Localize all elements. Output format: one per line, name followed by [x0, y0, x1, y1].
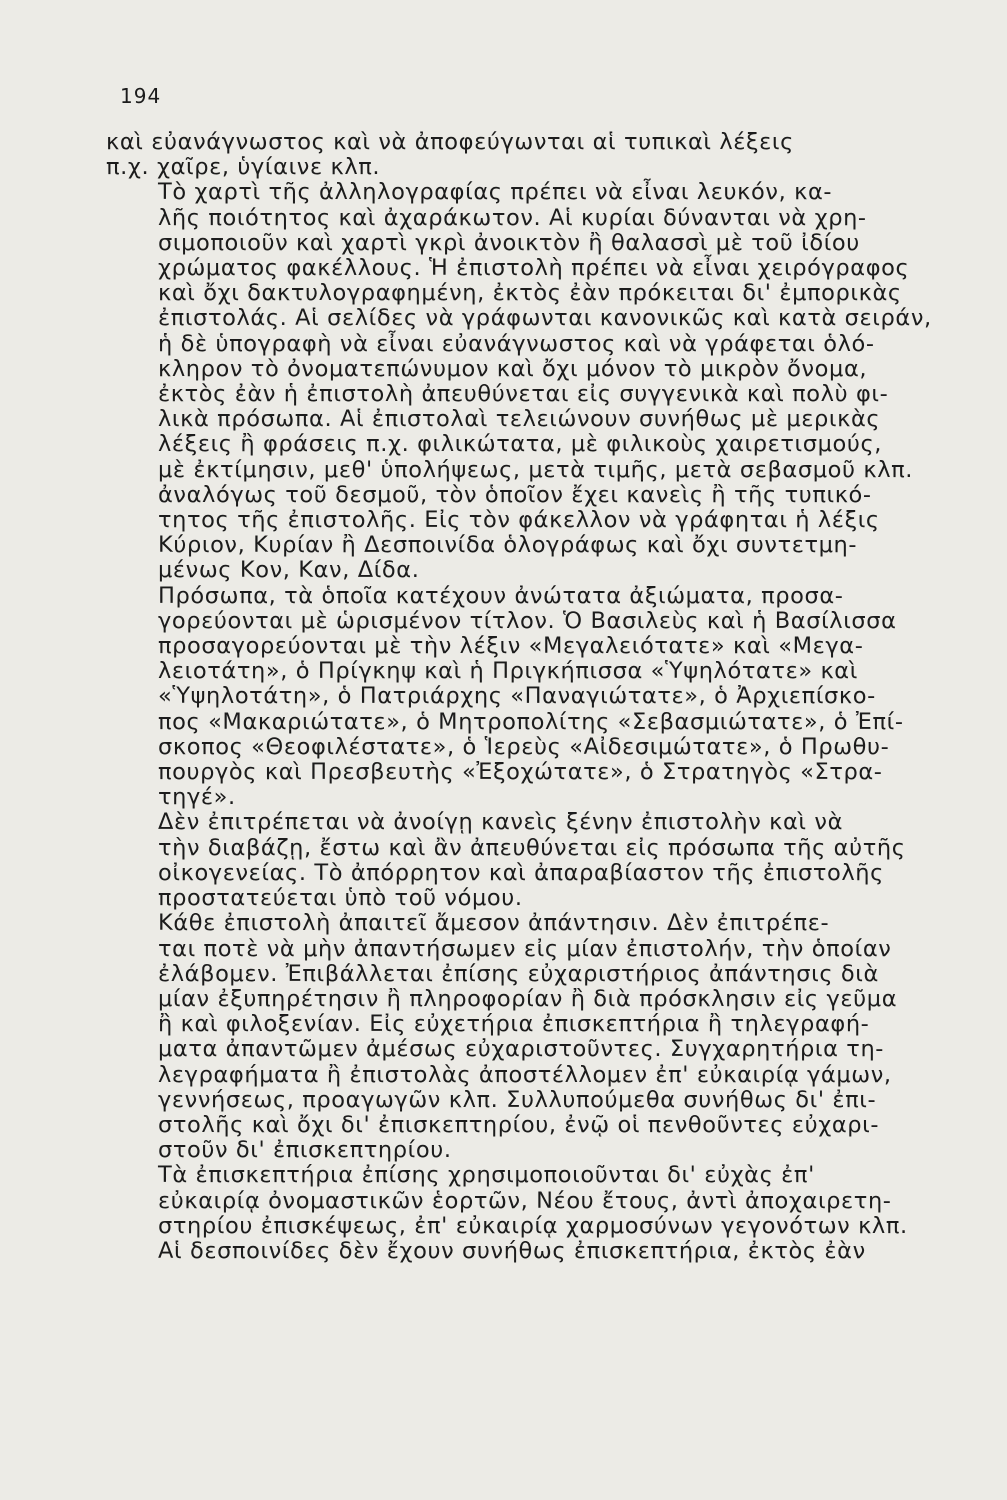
text-line: Αἱ δεσποινίδες δὲν ἔχουν συνήθως ἐπισκεπτήρια, ἐκτὸς ἐὰν [158, 1237, 866, 1264]
text-line: σιμοποιοῦν καὶ χαρτὶ γκρὶ ἀνοικτὸν ἢ θαλασσὶ μὲ τοῦ ἰδίου [158, 229, 860, 256]
text-line: στηρίου ἐπισκέψεως, ἐπ' εὐκαιρίᾳ χαρμοσύνων γεγονότων κλπ. [158, 1212, 908, 1239]
text-line: τὴν διαβάζῃ, ἔστω καὶ ἂν ἀπευθύνεται εἰς πρόσωπα τῆς αὐτῆς [158, 834, 906, 861]
paragraph [106, 1163, 916, 1264]
text-line: λεγραφήματα ἢ ἐπιστολὰς ἀποστέλλομεν ἐπ' εὐκαιρίᾳ γάμων, [158, 1061, 892, 1088]
text-line: π.χ. χαῖρε, ὑγίαινε κλπ. [106, 154, 381, 181]
text-line: Τὰ ἐπισκεπτήρια ἐπίσης χρησιμοποιοῦνται δι' εὐχὰς ἐπ' [158, 1162, 815, 1189]
text-line: μίαν ἐξυπηρέτησιν ἢ πληροφορίαν ἢ διὰ πρόσκλησιν εἰς γεῦμα [158, 985, 898, 1012]
text-line: λικὰ πρόσωπα. Αἱ ἐπιστολαὶ τελειώνουν συνήθως μὲ μερικὰς [158, 406, 881, 433]
text-line: προστατεύεται ὑπὸ τοῦ νόμου. [158, 885, 523, 912]
text-line: κληρον τὸ ὀνοματεπώνυμον καὶ ὄχι μόνον τὸ μικρὸν ὄνομα, [158, 355, 868, 382]
text-line: ἐκτὸς ἐὰν ἡ ἐπιστολὴ ἀπευθύνεται εἰς συγγενικὰ καὶ πολὺ φι- [158, 381, 889, 408]
text-line: Τὸ χαρτὶ τῆς ἀλληλογραφίας πρέπει νὰ εἶναι λευκόν, κα- [158, 179, 833, 206]
text-line: μὲ ἐκτίμησιν, μεθ' ὑπολήψεως, μετὰ τιμῆς, μετὰ σεβασμοῦ κλπ. [158, 456, 914, 483]
text-line: ἡ δὲ ὑπογραφὴ νὰ εἶναι εὐανάγνωστος καὶ νὰ γράφεται ὁλό- [158, 330, 875, 357]
text-line: πουργὸς καὶ Πρεσβευτὴς «Ἐξοχώτατε», ὁ Στρατηγὸς «Στρα- [158, 759, 883, 786]
body-text [106, 129, 932, 1264]
text-line: τηγέ». [158, 784, 236, 811]
text-line: εὐκαιρίᾳ ὀνομαστικῶν ἑορτῶν, Νέου ἔτους, ἀντὶ ἀποχαιρετη- [158, 1187, 892, 1214]
text-line: καὶ εὐανάγνωστος καὶ νὰ ἀποφεύγωνται αἱ τυπικαὶ λέξεις [106, 129, 794, 155]
text-line: λῆς ποιότητος καὶ ἀχαράκωτον. Αἱ κυρίαι δύνανται νὰ χρη- [158, 204, 867, 231]
paragraph [106, 810, 916, 911]
text-line: ἀναλόγως τοῦ δεσμοῦ, τὸν ὁποῖον ἔχει κανεὶς ἢ τῆς τυπικό- [158, 481, 872, 508]
text-line: μένως Κον, Καν, Δίδα. [158, 557, 420, 584]
text-line: καὶ ὄχι δακτυλογραφημένη, ἐκτὸς ἐὰν πρόκειται δι' ἐμπορικὰς [158, 280, 902, 307]
paragraph [106, 179, 932, 584]
text-line: Δὲν ἐπιτρέπεται νὰ ἀνοίγῃ κανεὶς ξένην ἐπιστολὴν καὶ νὰ [158, 809, 843, 836]
text-line: γεννήσεως, προαγωγῶν κλπ. Συλλυπούμεθα συνήθως δι' ἐπι- [158, 1086, 877, 1113]
text-line: στολῆς καὶ ὄχι δι' ἐπισκεπτηρίου, ἐνῷ οἱ πενθοῦντες εὐχαρι- [158, 1111, 880, 1138]
text-line: γορεύονται μὲ ὡρισμένον τίτλον. Ὁ Βασιλεὺς καὶ ἡ Βασίλισσα [158, 607, 897, 634]
text-line: πος «Μακαριώτατε», ὁ Μητροπολίτης «Σεβασμιώτατε», ὁ Ἐπί- [158, 708, 904, 735]
paragraph [106, 130, 916, 180]
text-line: ἐπιστολάς. Αἱ σελίδες νὰ γράφωνται κανονικῶς καὶ κατὰ σειράν, [158, 305, 932, 332]
page-number: 194 [120, 84, 162, 108]
text-line: προσαγορεύονται μὲ τὴν λέξιν «Μεγαλειότατε» καὶ «Μεγα- [158, 633, 864, 660]
text-line: σκοπος «Θεοφιλέστατε», ὁ Ἱερεὺς «Αἰδεσιμώτατε», ὁ Πρωθυ- [158, 733, 890, 760]
text-line: ται ποτὲ νὰ μὴν ἀπαντήσωμεν εἰς μίαν ἐπιστολήν, τὴν ὁποίαν [158, 935, 892, 962]
text-line: ἐλάβομεν. Ἐπιβάλλεται ἐπίσης εὐχαριστήριος ἀπάντησις διὰ [158, 960, 879, 987]
paragraph [106, 584, 916, 811]
text-line: Κύριον, Κυρίαν ἢ Δεσποινίδα ὁλογράφως καὶ ὄχι συντετμη- [158, 532, 858, 559]
paragraph [106, 911, 916, 1163]
text-line: Πρόσωπα, τὰ ὁποῖα κατέχουν ἀνώτατα ἀξιώματα, προσα- [158, 582, 844, 609]
text-line: λέξεις ἢ φράσεις π.χ. φιλικώτατα, μὲ φιλικοὺς χαιρετισμούς, [158, 431, 883, 458]
text-line: τητος τῆς ἐπιστολῆς. Εἰς τὸν φάκελλον νὰ γράφηται ἡ λέξις [158, 507, 880, 534]
text-line: οἰκογενείας. Τὸ ἀπόρρητον καὶ ἀπαραβίαστον τῆς ἐπιστολῆς [158, 859, 884, 886]
text-line: λειοτάτη», ὁ Πρίγκηψ καὶ ἡ Πριγκήπισσα «Ὑψηλότατε» καὶ [158, 658, 858, 685]
text-line: χρώματος φακέλλους. Ἡ ἐπιστολὴ πρέπει νὰ εἶναι χειρόγραφος [158, 255, 910, 282]
text-line: ἢ καὶ φιλοξενίαν. Εἰς εὐχετήρια ἐπισκεπτήρια ἢ τηλεγραφή- [158, 1011, 870, 1038]
text-line: Κάθε ἐπιστολὴ ἀπαιτεῖ ἄμεσον ἀπάντησιν. Δὲν ἐπιτρέπε- [158, 910, 830, 937]
text-line: «Ὑψηλοτάτη», ὁ Πατριάρχης «Παναγιώτατε», ὁ Ἀρχιεπίσκο- [158, 683, 876, 710]
text-line: ματα ἀπαντῶμεν ἀμέσως εὐχαριστοῦντες. Συγχαρητήρια τη- [158, 1036, 885, 1063]
text-line: στοῦν δι' ἐπισκεπτηρίου. [158, 1137, 452, 1164]
